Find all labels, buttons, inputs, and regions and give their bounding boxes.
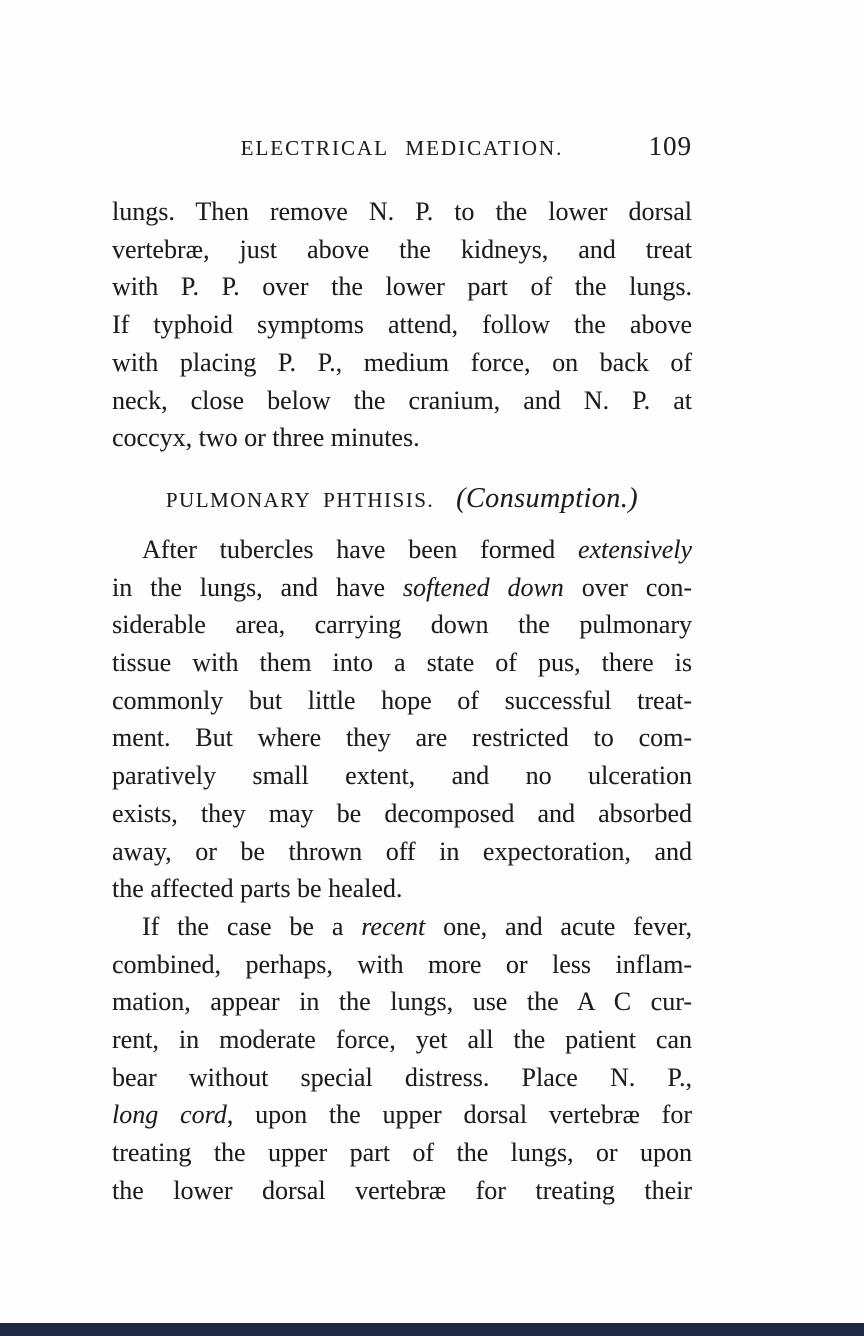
body-text: tissue with them into a state of pus, there is	[112, 648, 692, 678]
body-text: commonly but little hope of successful treat-	[112, 685, 692, 715]
body-text: If typhoid symptoms attend, follow the above	[112, 310, 692, 340]
body-text: with placing P. P., medium force, on back of	[112, 347, 692, 377]
body-text: the lower dorsal vertebræ for treating their	[112, 1175, 692, 1205]
body-text: lungs. Then remove N. P. to the lower dorsal	[112, 197, 692, 226]
text-line	[112, 1059, 692, 1097]
body-text: away, or be thrown off in expectoration, and	[112, 836, 692, 866]
text-line	[112, 606, 692, 644]
body-text: After tubercles have been formed	[142, 534, 578, 564]
text-line	[112, 946, 692, 984]
body-text: If the case be a	[142, 911, 362, 941]
text-line	[112, 193, 692, 231]
text-line	[112, 419, 692, 457]
running-header	[112, 131, 692, 166]
body-text: treating the upper part of the lungs, or upon	[112, 1138, 692, 1168]
text-line	[112, 1021, 692, 1059]
text-line	[112, 908, 692, 946]
body-text: ment. But where they are restricted to com-	[112, 723, 692, 753]
text-line	[112, 795, 692, 833]
body-text: with P. P. over the lower part of the lungs.	[112, 272, 692, 302]
text-line	[112, 306, 692, 344]
text-line	[112, 983, 692, 1021]
italic-text: recent	[361, 911, 426, 941]
text-line	[112, 719, 692, 757]
text-line	[112, 870, 692, 908]
body-text: combined, perhaps, with more or less inflam-	[112, 949, 692, 979]
body-text: in the lungs, and have	[112, 572, 403, 602]
body-text: vertebræ, just above the kidneys, and treat	[112, 234, 692, 264]
section-heading	[112, 479, 692, 520]
text-line	[112, 344, 692, 382]
page-title: ELECTRICAL MEDICATION.	[240, 136, 564, 160]
body-text: the affected parts be healed.	[112, 874, 403, 904]
body-text: over con-	[563, 572, 692, 602]
body-text: paratively small extent, and no ulceration	[112, 761, 692, 791]
body-text: , upon the upper dorsal vertebræ for	[226, 1100, 692, 1130]
text-line	[112, 1172, 692, 1210]
body-text: rent, in moderate force, yet all the patient can	[112, 1025, 692, 1055]
text-line	[112, 268, 692, 306]
text-line	[112, 644, 692, 682]
text-line	[112, 569, 692, 607]
body-text: exists, they may be decomposed and absorbed	[112, 798, 692, 828]
text-block	[112, 193, 692, 1210]
text-line	[112, 757, 692, 795]
text-line	[112, 382, 692, 420]
italic-text: extensively	[577, 534, 692, 564]
section-heading-italic: (Consumption.)	[456, 482, 639, 514]
body-text: neck, close below the cranium, and N. P. at	[112, 385, 692, 415]
paragraph	[112, 193, 692, 457]
text-line	[112, 1134, 692, 1172]
body-text: mation, appear in the lungs, use the A C cur-	[112, 987, 692, 1017]
scan-edge-bar	[0, 1323, 864, 1336]
body-text: coccyx, two or three minutes.	[112, 423, 420, 453]
italic-text: long cord	[112, 1100, 227, 1130]
paragraph	[112, 531, 692, 908]
text-line	[112, 231, 692, 269]
paragraph	[112, 908, 692, 1210]
italic-text: softened down	[402, 572, 564, 602]
section-heading-smallcaps: PULMONARY PHTHISIS.	[165, 487, 435, 512]
body-text: siderable area, carrying down the pulmonary	[112, 610, 692, 640]
text-line	[112, 1096, 692, 1134]
text-line	[112, 682, 692, 720]
text-line	[112, 833, 692, 871]
page-number: 109	[648, 131, 692, 161]
body-text: one, and acute fever,	[425, 911, 693, 941]
text-line	[112, 531, 692, 569]
body-text: bear without special distress. Place N. P.,	[112, 1062, 692, 1092]
